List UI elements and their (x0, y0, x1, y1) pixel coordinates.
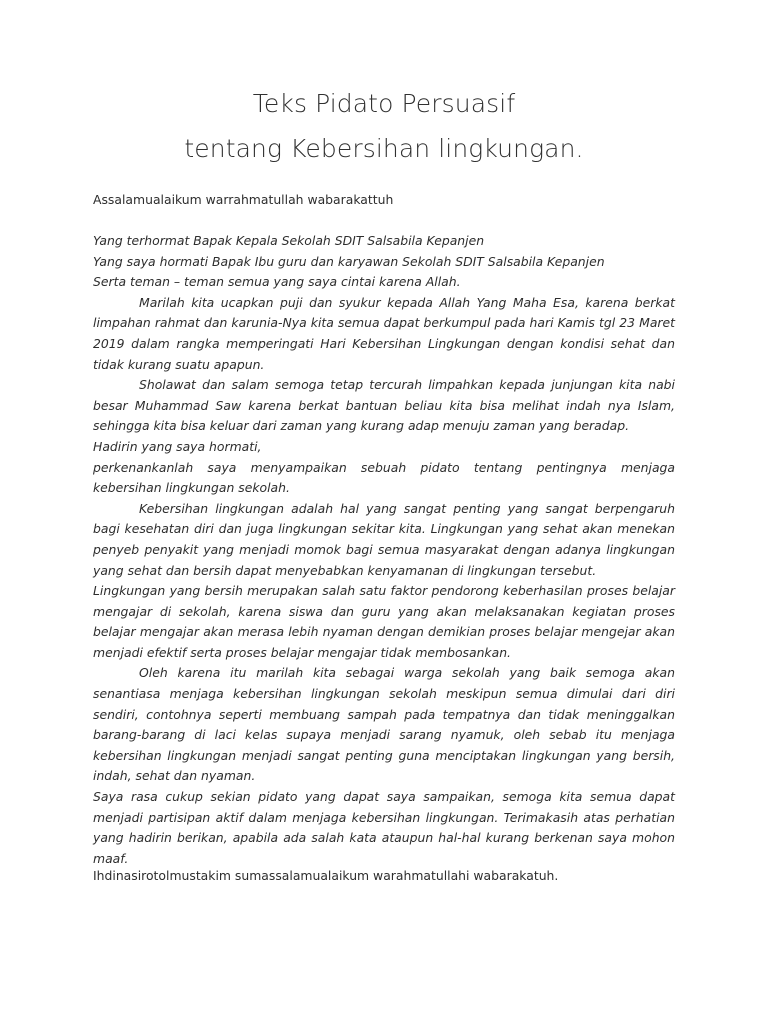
paragraph-sholawat: Sholawat dan salam semoga tetap tercurah limpahkan kepada junjungan kita nabi besar Muhammad Saw karena berkat bantuan beliau kita bisa melihat indah nya Islam, sehingga kita bisa keluar dari zaman yang kurang adap menuju zaman yang beradap. (93, 377, 675, 434)
opening-greeting: Assalamualaikum warrahmatullah wabarakattuh (93, 192, 394, 207)
closing-greeting: Ihdinasirotolmustakim sumassalamualaikum warahmatullahi wabarakatuh. (93, 868, 559, 883)
speech-body (93, 231, 675, 869)
paragraph-audience: Hadirin yang saya hormati, (93, 438, 262, 454)
paragraph-call-to-action: Oleh karena itu marilah kita sebagai warga sekolah yang baik semoga akan senantiasa menjaga kebersihan lingkungan sekolah meskipun semua dimulai dari diri sendiri, contohnya seperti membuang sampah pada tempatnya dan tidak meninggalkan barang-barang di laci kelas supaya menjadi sarang nyamuk, oleh sebab itu menjaga kebersihan lingkungan menjadi sangat penting guna menciptakan lingkungan yang bersih, indah, sehat dan nyaman. (93, 665, 675, 784)
paragraph-conclusion: Saya rasa cukup sekian pidato yang dapat saya sampaikan, semoga kita semua dapat menjadi partisipan aktif dalam menjaga kebersihan lingkungan. Terimakasih atas perhatian yang hadirin berikan, apabila ada salah kata ataupun hal-hal kurang berkenan saya mohon maaf. (93, 789, 675, 866)
address-line-principal: Yang terhormat Bapak Kepala Sekolah SDIT Salsabila Kepanjen (93, 233, 485, 248)
paragraph-learning: Lingkungan yang bersih merupakan salah satu faktor pendorong keberhasilan proses belajar mengajar di sekolah, karena siswa dan guru yang akan melaksanakan kegiatan proses belajar mengajar akan merasa lebih nyaman dengan demikian proses belajar mengejar akan menjadi efektif serta proses belajar mengajar tidak membosankan. (93, 583, 675, 660)
document-title-line-1: Teks Pidato Persuasif (252, 89, 516, 118)
address-line-teachers: Yang saya hormati Bapak Ibu guru dan karyawan Sekolah SDIT Salsabila Kepanjen (93, 253, 605, 269)
document-title-line-2: tentang Kebersihan lingkungan. (184, 134, 584, 163)
address-line-friends: Serta teman – teman semua yang saya cintai karena Allah. (93, 274, 461, 290)
paragraph-introduction: perkenankanlah saya menyampaikan sebuah pidato tentang pentingnya menjaga kebersihan lingkungan sekolah. (93, 459, 675, 496)
paragraph-gratitude: Marilah kita ucapkan puji dan syukur kepada Allah Yang Maha Esa, karena berkat limpahan rahmat dan karunia-Nya kita semua dapat berkumpul pada hari Kamis tgl 23 Maret 2019 dalam rangka memperingati Hari Kebersihan Lingkungan dengan kondisi sehat dan tidak kurang suatu apapun. (93, 294, 675, 372)
paragraph-importance: Kebersihan lingkungan adalah hal yang sangat penting yang sangat berpengaruh bagi kesehatan diri dan juga lingkungan sekitar kita. Lingkungan yang sehat akan menekan penyeb penyakit yang menjadi momok bagi semua masyarakat dengan adanya lingkungan yang sehat dan bersih dapat menyebabkan kenyamanan di lingkungan tersebut. (93, 500, 675, 578)
